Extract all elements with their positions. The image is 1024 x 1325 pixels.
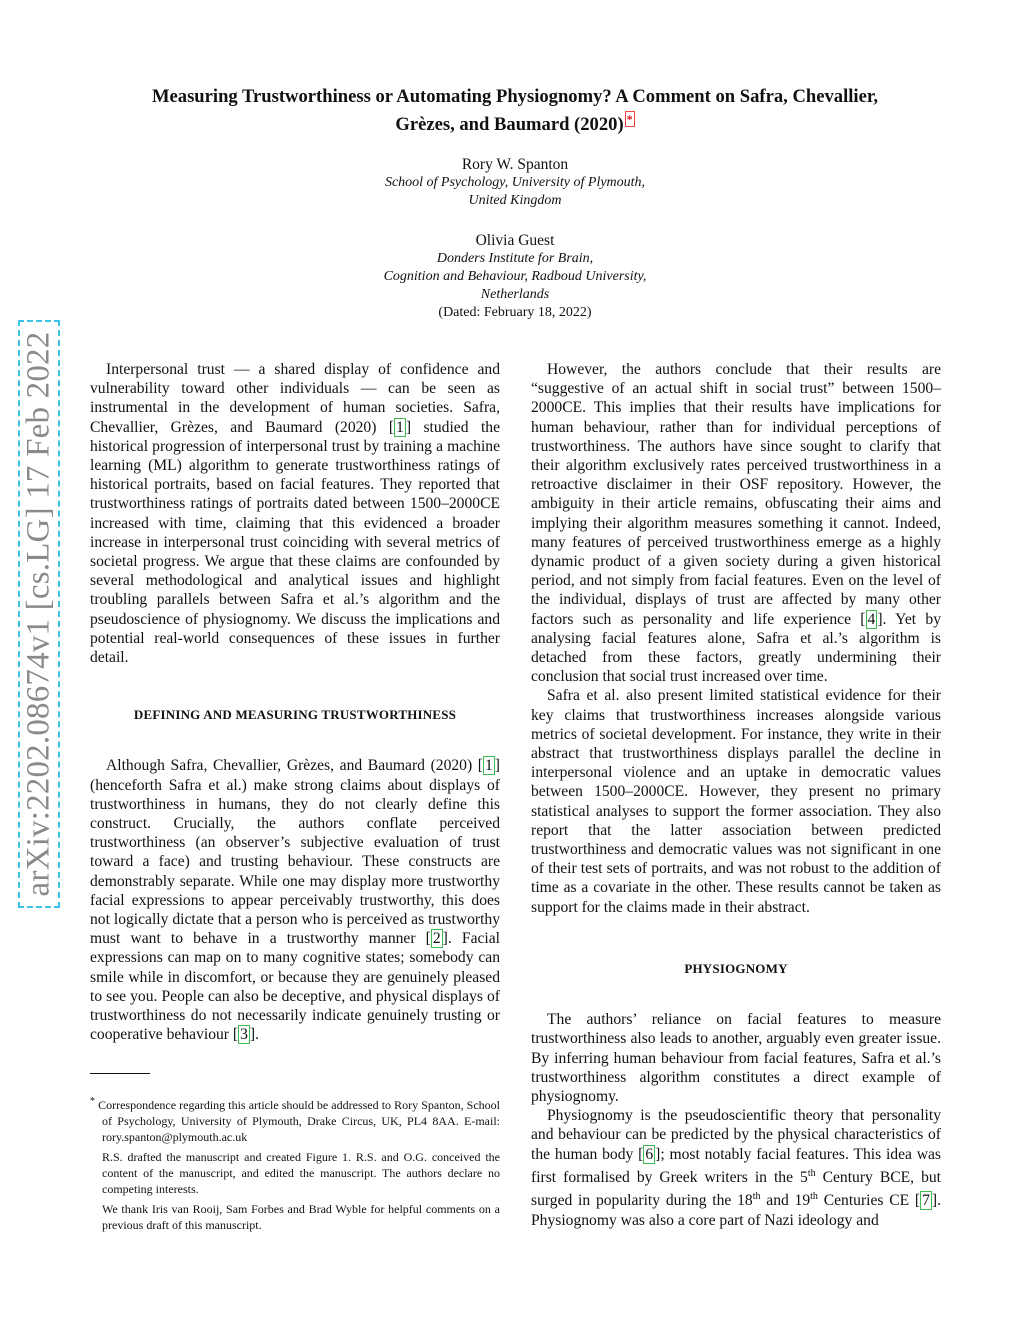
author-affiliation: Cognition and Behaviour, Radboud University, [383, 269, 647, 285]
arxiv-identifier[interactable]: arXiv:2202.08674v1 [cs.LG] 17 Feb 2022 [20, 331, 57, 897]
citation-link[interactable]: 1 [396, 418, 404, 436]
citation-link[interactable]: 6 [645, 1145, 654, 1163]
paper-title: Measuring Trustworthiness or Automating Physiognomy? A Comment on Safra, Chevallier, Grèzes, and Baumard (2020) * [151, 86, 879, 136]
footnotes [90, 1094, 500, 1233]
author-1 [90, 156, 940, 210]
author-name: Rory W. Spanton [461, 156, 569, 174]
citation-link[interactable]: 3 [240, 1026, 248, 1044]
body-paragraph: The authors’ reliance on facial features to measure trustworthiness also leads to another, arguably even greater issue. By inferring human behaviour from facial features, Safra et al.’s trustworthiness algorithm constitutes a direct example of physiognomy. [531, 1011, 941, 1105]
footnote: * Correspondence regarding this article should be addressed to Rory Spanton, School of Psychology, University of Plymouth, Drake Circus, UK, PL4 8AA. E-mail: rory.spanton@plymouth.ac.uk [90, 1095, 500, 1144]
citation-link[interactable]: 1 [485, 757, 493, 775]
dated-line: (Dated: February 18, 2022) [438, 305, 592, 321]
author-2 [90, 232, 940, 322]
author-affiliation: United Kingdom [468, 193, 562, 209]
body-paragraph: Safra et al. also present limited statistical evidence for their key claims that trustworthiness increases alongside various metrics of societal development. For instance, they write in their abstract that trustworthiness displays parallel the decline in interpersonal violence and an uptake in democratic values between 1500–2000CE. However, they present no primary statistical analyses to support the former association. They also report that the latter association between predicted trustworthiness and democratic values was not significant in one of their test sets of portraits, and was not robust to the addition of time as a covariate in the other. These results cannot be taken as support for the claims made in their abstract. [531, 687, 941, 916]
footnote-divider [90, 1073, 150, 1074]
abstract-paragraph: Interpersonal trust — a shared display of confidence and vulnerability toward other individuals — can be seen as instrumental in the development of human societies. Safra, Chevallier, Grèzes, and Baumard (2020) [ 1 ] studied the historical progression of interpersonal trust by training a machine learning (ML) algorithm to generate trustworthiness ratings of historical portraits, based on facial features. They reported that trustworthiness ratings of portraits dated between 1500–2000CE increased with time, claiming that this evidenced a broader increase in interpersonal trust coinciding with several metrics of societal progress. We argue that these claims are confounded by several methodological and analytical issues and highlight troubling parallels between Safra et al.’s algorithm and the pseudoscience of physiognomy. We discuss the implications and potential real-world consequences of these issues in further detail. [90, 361, 500, 667]
right-column [531, 360, 941, 1230]
author-affiliation: Donders Institute for Brain, [436, 251, 594, 267]
left-column [90, 360, 500, 1237]
body-paragraph: Physiognomy is the pseudoscientific theory that personality and behaviour can be predicted by the physical characteristics of the human body [ 6 ]; most notably facial features. This idea was first formalised by Greek writers in the 5th Century BCE, but surged in popularity during the 18th and 19th Centuries CE [ 7 ]. Physiognomy was also a core part of Nazi ideology and [531, 1107, 942, 1229]
footnote: R.S. drafted the manuscript and created Figure 1. R.S. and O.G. conceived the content of the manuscript, and edited the manuscript. The authors declare no competing interests. [102, 1149, 500, 1196]
section-heading: PHYSIOGNOMY [684, 960, 788, 976]
paper-header [90, 86, 940, 322]
citation-link[interactable]: 7 [922, 1192, 930, 1210]
body-paragraph: However, the authors conclude that their results are “suggestive of an actual shift in social trust” between 1500–2000CE. This implies that their results have implications for human behaviour, rather than for individual perceptions of trustworthiness. The authors have since sought to clarify that their algorithm exclusively rates perceived trustworthiness in a retroactive disclaimer in their OSF repository. However, the ambiguity in their article remains, obfuscating their aims and implying their algorithm measures something it cannot. Indeed, many features of perceived trustworthiness emerge as a highly dynamic product of a given society during a given historical period, and not simply from facial features. Even on the level of the individual, displays of trust are affected by many other factors such as personality and life experience [ 4 ]. Yet by analysing facial features alone, Safra et al.’s algorithm is detached from these factors, greatly undermining their conclusion that social trust increased over time. [531, 361, 942, 686]
author-affiliation: School of Psychology, University of Plymouth, [384, 175, 646, 191]
body-paragraph: Although Safra, Chevallier, Grèzes, and Baumard (2020) [ 1 ] (henceforth Safra et al.) make strong claims about displays of trustworthiness in humans, they do not clearly define this construct. Crucially, the authors conflate perceived trustworthiness (an observer’s subjective evaluation of trust toward a face) and trusting behaviour. These constructs are demonstrably separate. While one may display more trustworthy facial expressions to appear perceivably trustworthy, this does not logically dictate that a person who is perceived as trustworthy must want to behave in a trustworthy manner [ 2 ]. Facial expressions can map on to many cognitive states; somebody can smile while in discomfort, or because they are genuinely pleased to see you. People can also be deceptive, and physical displays of trustworthiness do not necessarily indicate genuinely trusting or cooperative behaviour [ 3 ]. [90, 757, 500, 1044]
section-heading: DEFINING AND MEASURING TRUSTWORTHINESS [133, 707, 457, 723]
author-affiliation: Netherlands [480, 287, 550, 303]
citation-link[interactable]: 2 [432, 930, 441, 948]
arxiv-stamp[interactable] [18, 320, 60, 908]
footnote: We thank Iris van Rooij, Sam Forbes and Brad Wyble for helpful comments on a previous draft of this manuscript. [102, 1201, 500, 1232]
author-name: Olivia Guest [475, 232, 555, 250]
title-footnote-link[interactable]: * [626, 112, 633, 126]
citation-link[interactable]: 4 [867, 610, 876, 628]
